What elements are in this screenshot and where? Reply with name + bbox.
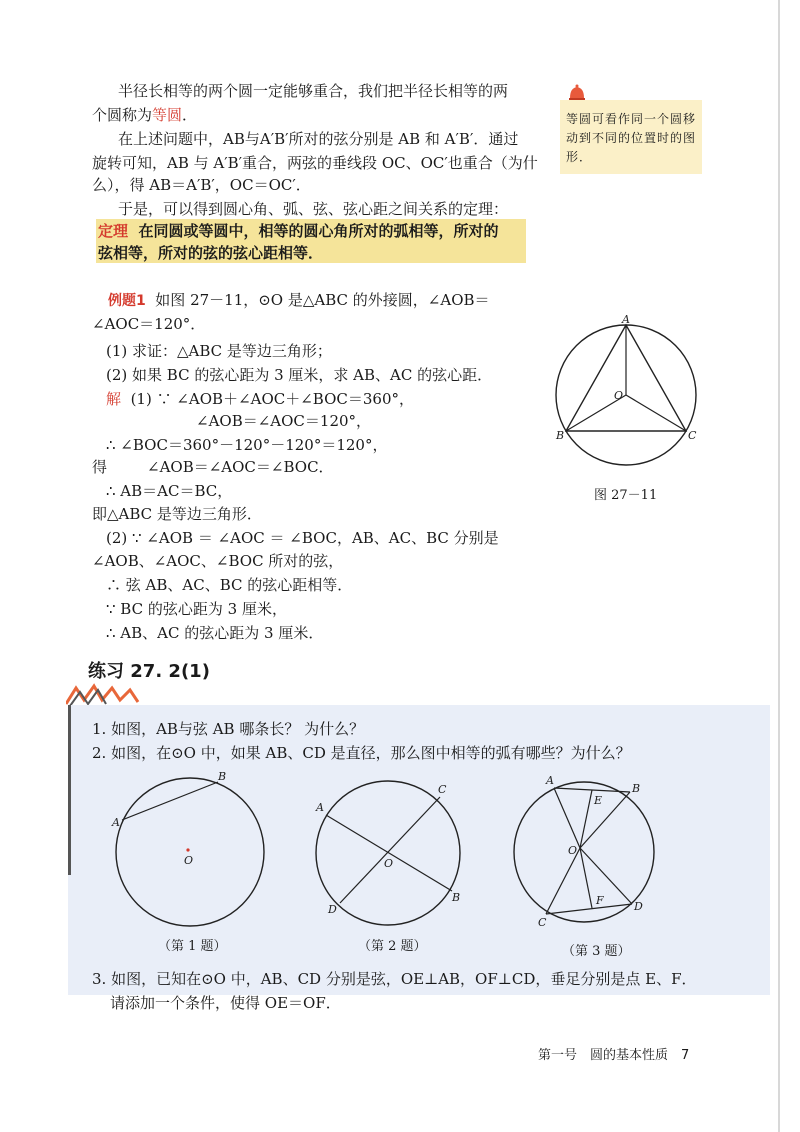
side-note-text: 等圆可看作同一个圆移动到不同的位置时的图形．: [566, 112, 697, 164]
fig3-label-d: D: [634, 900, 643, 913]
exercise-figure-2: [310, 775, 470, 939]
fig3-label-a: A: [546, 774, 554, 787]
fig-label-b: B: [556, 429, 565, 442]
fig3-label-b: B: [632, 782, 641, 795]
fig1-label-a: A: [112, 816, 120, 829]
theorem-line-1: 定理 在同圆或等圆中，相等的圆心角所对的弧相等，所对的: [98, 222, 499, 240]
exercise-1: 1. 如图，AB与弦 AB 哪条长？ 为什么？: [92, 720, 365, 738]
solution-label: 解: [106, 390, 122, 408]
exercise-figure-1: [108, 768, 278, 942]
exercise-panel-border: [68, 705, 71, 875]
solution-line-1: 解 (1) ∵ ∠AOB＋∠AOC＋∠BOC＝360°，: [106, 390, 415, 408]
fig-label-c: C: [688, 429, 697, 442]
fig-label-o: O: [614, 389, 624, 402]
page-footer: 第一号 圆的基本性质 7: [538, 1048, 690, 1063]
fig2-label-b: B: [452, 891, 461, 904]
theorem-line-2: 弦相等，所对的弦的弦心距相等．: [98, 244, 324, 262]
example-line-2: ∠AOC＝120°．: [92, 315, 206, 333]
paragraph-line-1: 半径长相等的两个圆一定能够重合，我们把半径长相等的两: [118, 82, 509, 100]
term-equal-circle: 等圆: [152, 106, 183, 124]
example-question-2: (2) 如果 BC 的弦心距为 3 厘米，求 AB、AC 的弦心距．: [106, 366, 493, 384]
exercise-3-line-1: 3. 如图，已知在⊙O 中，AB、CD 分别是弦，OE⊥AB，OF⊥CD，垂足分别是点 E、F．: [92, 970, 697, 988]
theorem-label: 定理: [98, 222, 129, 240]
figure-27-11: [550, 315, 710, 479]
fig3-label-c: C: [538, 916, 547, 929]
fig3-label-e: E: [594, 794, 603, 807]
page-edge: [778, 0, 780, 1132]
fig2-label-d: D: [328, 903, 337, 916]
fig1-label-b: B: [218, 770, 227, 783]
figure-caption: 图 27－11: [594, 488, 658, 503]
paragraph-line-4: 旋转可知，AB 与 A′B′重合，两弦的垂线段 OC、OC′也重合（为什: [92, 154, 538, 172]
fig3-label-f: F: [596, 894, 604, 907]
solution-line-2: ∠AOB＝∠AOC＝120°，: [196, 412, 372, 430]
exercise-title: 练习 27. 2(1): [88, 661, 210, 682]
example-label: 例题1: [108, 293, 146, 309]
example-line-1: 例题1 如图 27－11，⊙O 是△ABC 的外接圆，∠AOB＝: [108, 291, 490, 309]
paragraph-line-3: 在上述问题中，AB与A′B′所对的弦分别是 AB 和 A′B′．通过: [118, 130, 519, 148]
exercise-caption-2: （第 2 题）: [358, 939, 427, 954]
solution-line-8: ∠AOB、∠AOC、∠BOC 所对的弦，: [92, 552, 344, 570]
exercise-caption-3: （第 3 题）: [562, 944, 631, 959]
exercise-caption-1: （第 1 题）: [158, 939, 227, 954]
solution-line-5: ∴ AB＝AC＝BC，: [106, 482, 233, 500]
solution-line-11: ∴ AB、AC 的弦心距为 3 厘米．: [106, 624, 324, 642]
solution-line-4: 得 ∠AOB＝∠AOC＝∠BOC．: [92, 458, 334, 476]
fig2-label-c: C: [438, 783, 447, 796]
exercise-3-line-2: 请添加一个条件，使得 OE＝OF．: [110, 994, 341, 1012]
exercise-2: 2. 如图，在⊙O 中，如果 AB、CD 是直径，那么图中相等的弧有哪些？为什么？: [92, 744, 631, 762]
example-question-1: (1) 求证：△ABC 是等边三角形；: [106, 342, 332, 360]
fig1-label-o: O: [184, 854, 194, 867]
fig2-label-a: A: [316, 801, 324, 814]
solution-line-10: ∵ BC 的弦心距为 3 厘米，: [106, 600, 287, 618]
paragraph-line-2: 个圆称为等圆．: [92, 106, 198, 124]
fig-label-a: A: [622, 315, 630, 326]
solution-line-9: ∴ 弦 AB、AC、BC 的弦心距相等．: [106, 576, 353, 594]
paragraph-line-6: 于是，可以得到圆心角、弧、弦、弦心距之间关系的定理：: [118, 200, 509, 218]
solution-line-3: ∴ ∠BOC＝360°－120°－120°＝120°，: [106, 436, 388, 454]
solution-line-6: 即△ABC 是等边三角形．: [92, 505, 262, 523]
exercise-figure-3: [510, 770, 670, 944]
fig2-label-o: O: [384, 857, 394, 870]
fig3-label-o: O: [568, 844, 578, 857]
paragraph-line-5: 么），得 AB＝A′B′，OC＝OC′．: [92, 176, 311, 194]
solution-line-7: (2) ∵ ∠AOB ＝ ∠AOC ＝ ∠BOC，AB、AC、BC 分别是: [106, 529, 499, 547]
